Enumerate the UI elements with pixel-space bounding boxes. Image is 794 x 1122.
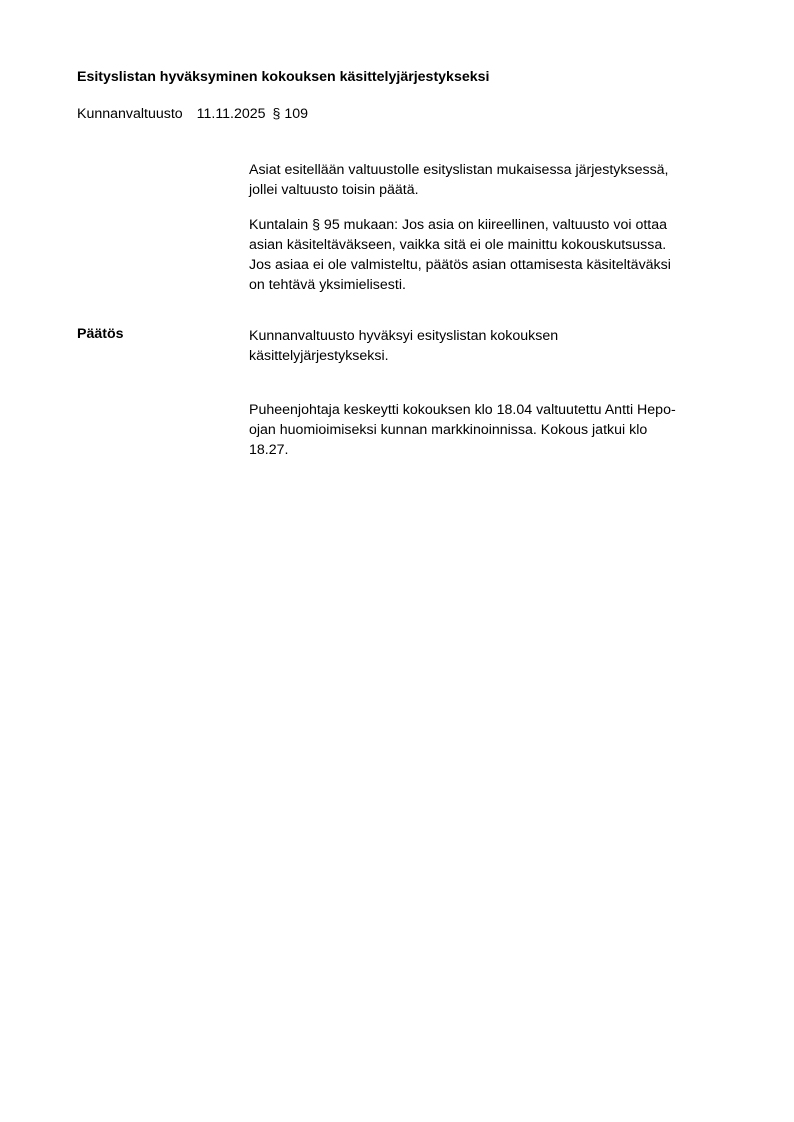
text-line: Puheenjohtaja keskeytti kokouksen klo 18.04 valtuutettu Antti Hepo- (249, 402, 676, 418)
decision-label: Päätös (77, 326, 124, 342)
meeting-body: Kunnanvaltuusto (77, 106, 183, 122)
meeting-info (77, 106, 308, 122)
decision-paragraph-1 (249, 326, 739, 366)
text-line: ojan huomioimiseksi kunnan markkinoinnissa. Kokous jatkui klo (249, 422, 648, 438)
decision-paragraph-2 (249, 400, 739, 460)
text-line: jollei valtuusto toisin päätä. (249, 182, 419, 198)
meeting-section: § 109 (272, 106, 309, 122)
text-line: Kuntalain § 95 mukaan: Jos asia on kiireellinen, valtuusto voi ottaa (249, 217, 667, 233)
text-line: Kunnanvaltuusto hyväksyi esityslistan kokouksen (249, 328, 559, 344)
text-line: Asiat esitellään valtuustolle esityslistan mukaisessa järjestyksessä, (249, 162, 669, 178)
preparation-paragraph-2 (249, 215, 739, 295)
text-line: asian käsiteltäväkseen, vaikka sitä ei ole mainittu kokouskutsussa. (249, 237, 667, 253)
text-line: käsittelyjärjestykseksi. (249, 348, 389, 364)
text-line: 18.27. (249, 442, 289, 458)
text-line: Jos asiaa ei ole valmisteltu, päätös asian ottamisesta käsiteltäväksi (249, 257, 671, 273)
text-line: on tehtävä yksimielisesti. (249, 277, 406, 293)
document-title: Esityslistan hyväksyminen kokouksen käsittelyjärjestykseksi (77, 69, 490, 85)
preparation-paragraph-1 (249, 160, 739, 200)
meeting-date: 11.11.2025 (196, 106, 266, 122)
